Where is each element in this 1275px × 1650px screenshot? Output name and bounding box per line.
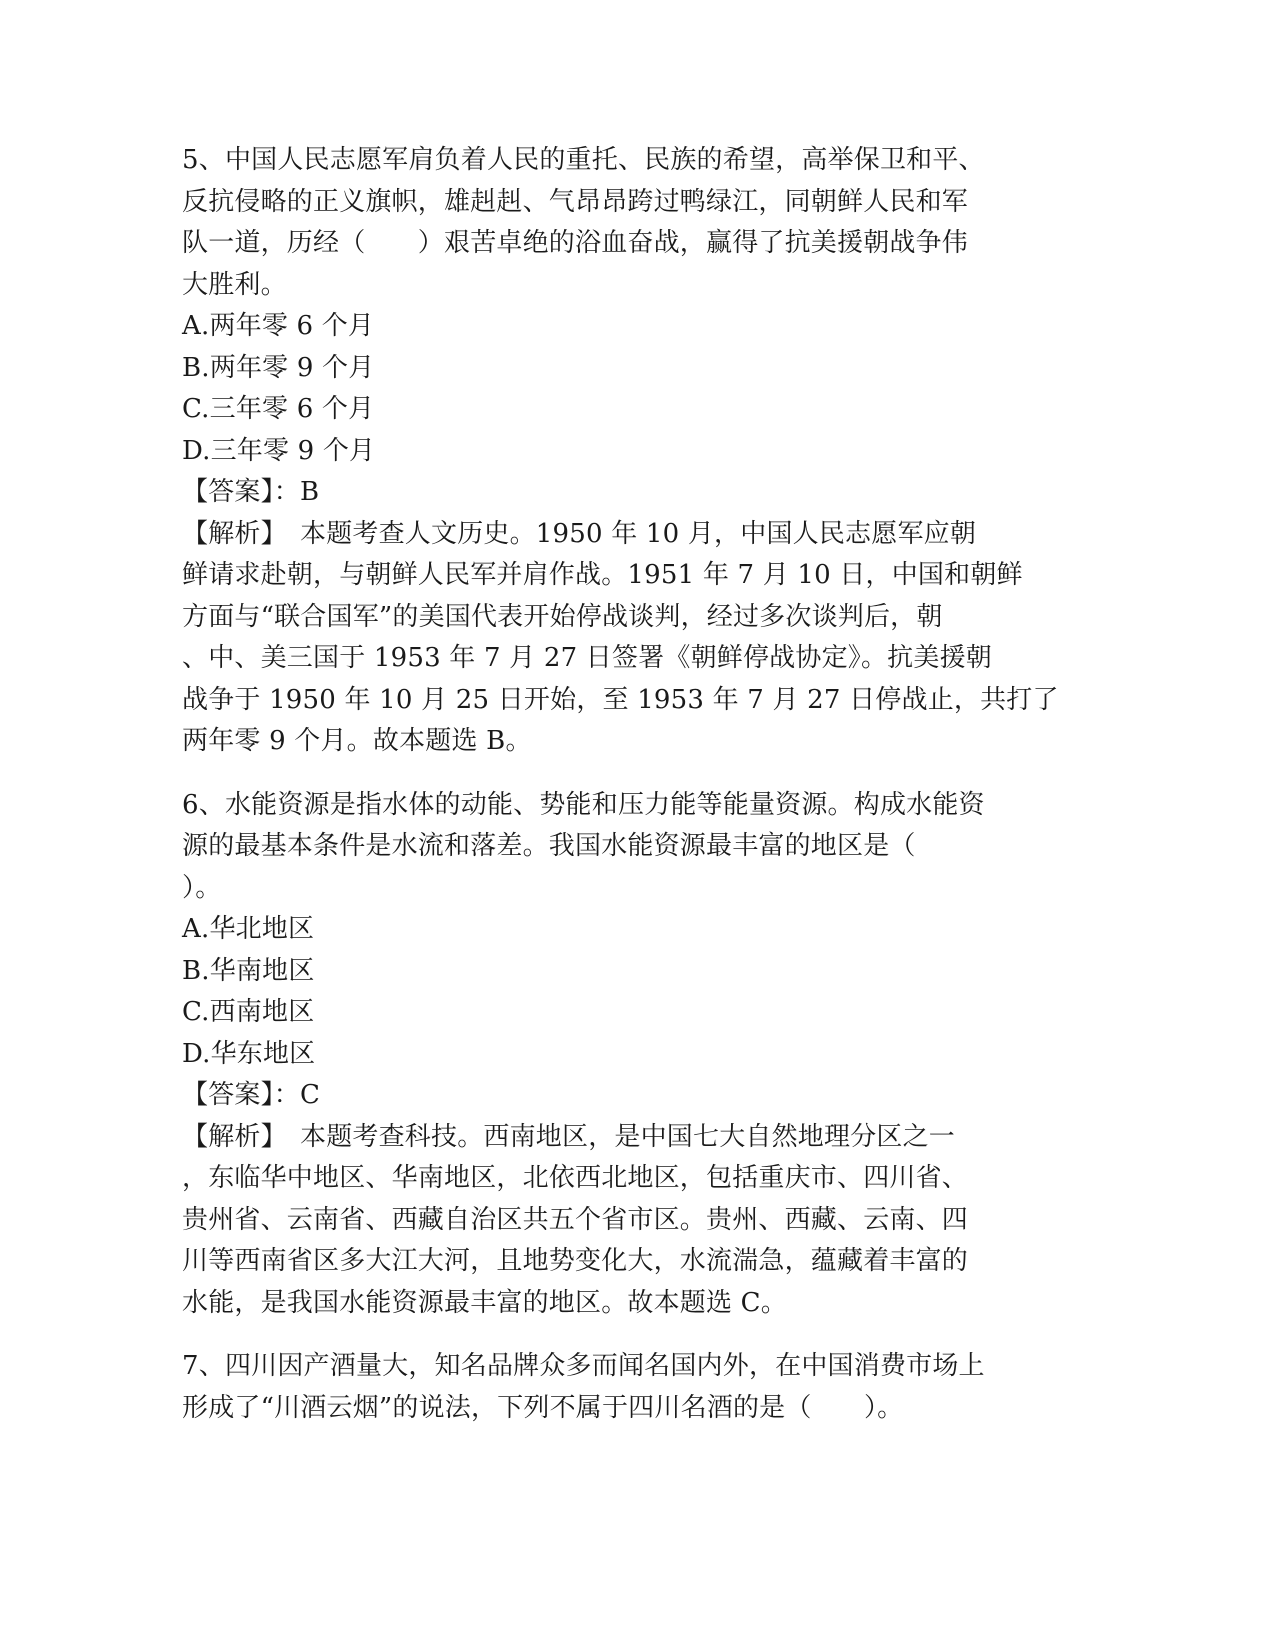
question-stem-line: 反抗侵略的正义旗帜，雄赳赳、气昂昂跨过鸭绿江，同朝鲜人民和军 (182, 186, 969, 217)
question-6 (182, 785, 1042, 1325)
question-5 (182, 140, 1059, 763)
option-c: C.西南地区 (182, 997, 315, 1027)
analysis-line: 战争于 1950 年 10 月 25 日开始，至 1953 年 7 月 27 日停战止，共打了 (182, 684, 1059, 715)
analysis-line: 【解析】 本题考查人文历史。1950 年 10 月，中国人民志愿军应朝 (182, 518, 977, 549)
question-spacer (182, 1324, 1042, 1346)
analysis-line: 贵州省、云南省、西藏自治区共五个省市区。贵州、西藏、云南、四 (182, 1204, 969, 1235)
document-page (182, 140, 1059, 1429)
question-spacer (182, 763, 1042, 785)
analysis-line: 方面与“联合国军”的美国代表开始停战谈判，经过多次谈判后，朝 (182, 601, 943, 632)
analysis-line: 两年零 9 个月。故本题选 B。 (182, 726, 532, 756)
option-d: D.华东地区 (182, 1038, 316, 1069)
option-a: A.两年零 6 个月 (182, 311, 375, 341)
analysis-line: 、中、美三国于 1953 年 7 月 27 日签署《朝鲜停战协定》。抗美援朝 (182, 643, 992, 673)
option-b: B.华南地区 (182, 955, 315, 986)
option-b: B.两年零 9 个月 (182, 352, 375, 383)
analysis-line: ，东临华中地区、华南地区，北依西北地区，包括重庆市、四川省、 (182, 1163, 969, 1193)
option-a: A.华北地区 (182, 914, 315, 944)
question-stem-line: 5、中国人民志愿军肩负着人民的重托、民族的希望，高举保卫和平、 (182, 145, 985, 175)
question-stem-line: 大胜利。 (182, 269, 287, 300)
analysis-line: 【解析】 本题考查科技。西南地区，是中国七大自然地理分区之一 (182, 1121, 956, 1152)
question-stem-line: 6、水能资源是指水体的动能、势能和压力能等能量资源。构成水能资 (182, 789, 985, 820)
option-c: C.三年零 6 个月 (182, 394, 375, 424)
answer-line: 【答案】：B (182, 477, 320, 507)
question-stem-line: 队一道，历经（ ）艰苦卓绝的浴血奋战，赢得了抗美援朝战争伟 (182, 228, 969, 258)
option-d: D.三年零 9 个月 (182, 435, 376, 466)
answer-line: 【答案】：C (182, 1080, 321, 1110)
analysis-line: 川等西南省区多大江大河，且地势变化大，水流湍急，蕴藏着丰富的 (182, 1246, 969, 1276)
analysis-line: 水能，是我国水能资源最丰富的地区。故本题选 C。 (182, 1287, 787, 1318)
question-stem-line: 形成了“川酒云烟”的说法，下列不属于四川名酒的是（ ）。 (182, 1392, 904, 1423)
question-stem-line: 7、四川因产酒量大，知名品牌众多而闻名国内外，在中国消费市场上 (182, 1351, 985, 1381)
analysis-line: 鲜请求赴朝，与朝鲜人民军并肩作战。1951 年 7 月 10 日，中国和朝鲜 (182, 560, 1023, 590)
question-stem-line: 源的最基本条件是水流和落差。我国水能资源最丰富的地区是（ (182, 831, 916, 861)
question-stem-line: ）。 (182, 872, 222, 903)
question-7 (182, 1346, 1042, 1429)
